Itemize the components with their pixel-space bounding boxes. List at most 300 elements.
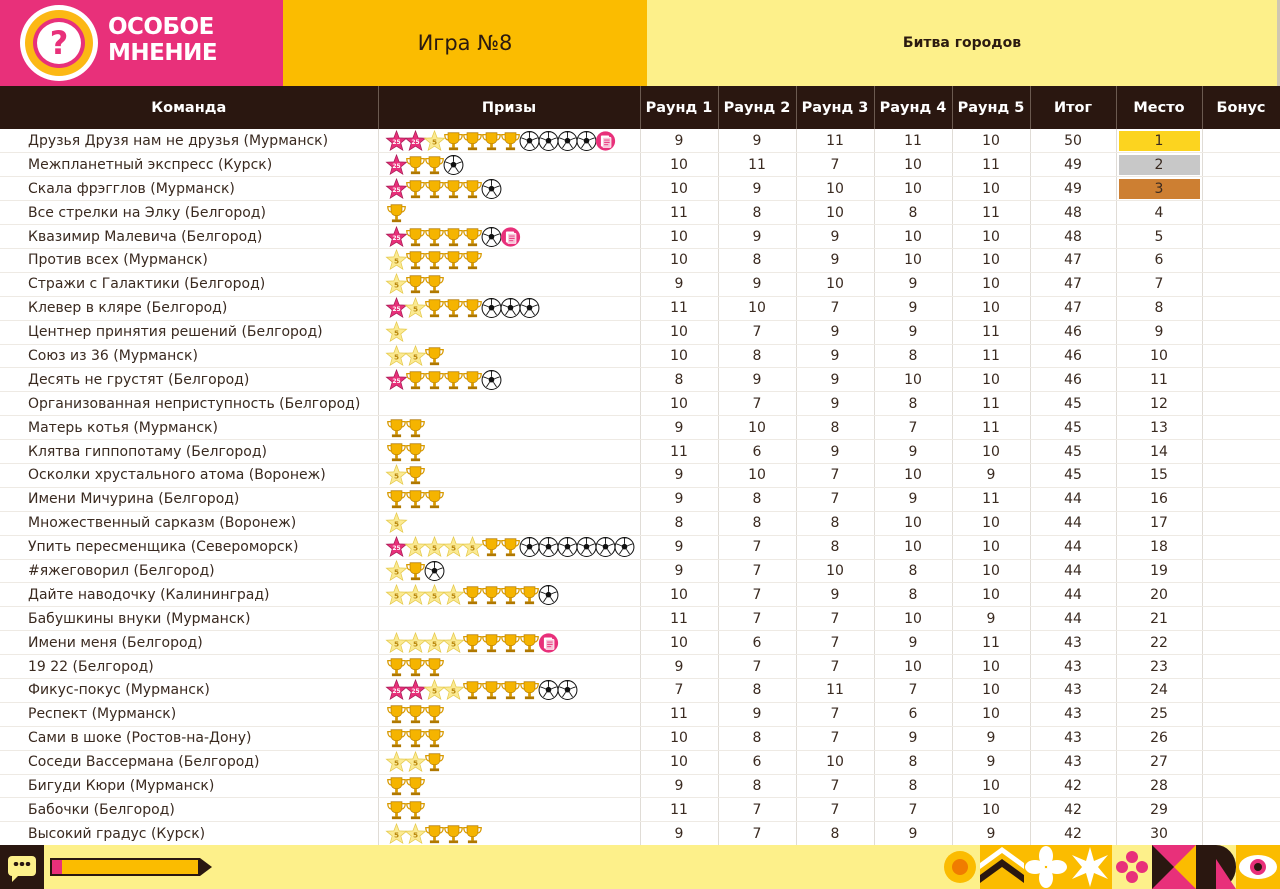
svg-text:25: 25	[391, 186, 401, 194]
total-score-cell: 44	[1030, 511, 1116, 535]
round-2-score-cell: 8	[718, 726, 796, 750]
bonus-cell	[1202, 344, 1280, 368]
gold-cup-icon	[423, 703, 446, 725]
col-header-round-5[interactable]: Раунд 5	[952, 86, 1030, 129]
bonus-cell	[1202, 655, 1280, 679]
round-1-score-cell: 11	[640, 607, 718, 631]
table-row[interactable]	[0, 440, 1280, 464]
team-name-cell: Дайте наводочку (Калининград)	[0, 583, 378, 607]
place-value: 8	[1154, 300, 1164, 317]
table-row[interactable]	[0, 153, 1280, 177]
round-1-score-cell: 9	[640, 272, 718, 296]
place-cell	[1116, 463, 1202, 487]
place-cell	[1116, 296, 1202, 320]
svg-text:25: 25	[391, 138, 401, 146]
round-2-score-cell: 8	[718, 774, 796, 798]
table-row[interactable]	[0, 296, 1280, 320]
gold-cup-icon	[423, 727, 446, 749]
soccer-ball-icon	[423, 560, 446, 582]
round-3-score-cell: 8	[796, 822, 874, 845]
svg-text:5: 5	[412, 352, 418, 362]
round-3-score-cell: 7	[796, 631, 874, 655]
team-name-cell: Против всех (Мурманск)	[0, 248, 378, 272]
col-header-prizes[interactable]: Призы	[378, 86, 640, 129]
table-row[interactable]	[0, 416, 1280, 440]
prizes-cell	[378, 177, 640, 201]
bonus-cell	[1202, 248, 1280, 272]
round-3-score-cell: 7	[796, 463, 874, 487]
bonus-cell	[1202, 129, 1280, 153]
round-2-score-cell: 7	[718, 535, 796, 559]
bonus-cell	[1202, 583, 1280, 607]
bonus-cell	[1202, 559, 1280, 583]
table-row[interactable]	[0, 368, 1280, 392]
total-score-cell: 48	[1030, 201, 1116, 225]
round-3-score-cell: 10	[796, 272, 874, 296]
table-row[interactable]	[0, 272, 1280, 296]
place-cell	[1116, 631, 1202, 655]
place-cell	[1116, 559, 1202, 583]
round-4-score-cell: 11	[874, 129, 952, 153]
team-name-cell: Сами в шоке (Ростов-на-Дону)	[0, 726, 378, 750]
round-3-score-cell: 8	[796, 416, 874, 440]
table-row[interactable]	[0, 487, 1280, 511]
place-cell	[1116, 201, 1202, 225]
team-name-cell: #яжеговорил (Белгород)	[0, 559, 378, 583]
place-value: 27	[1150, 754, 1168, 771]
round-2-score-cell: 9	[718, 368, 796, 392]
place-value: 14	[1150, 443, 1168, 460]
place-cell	[1116, 798, 1202, 822]
round-5-score-cell: 10	[952, 272, 1030, 296]
place-cell	[1116, 655, 1202, 679]
round-2-score-cell: 7	[718, 320, 796, 344]
team-name-cell: Фикус-покус (Мурманск)	[0, 678, 378, 702]
prizes-cell	[378, 272, 640, 296]
table-row[interactable]	[0, 129, 1280, 153]
table-row[interactable]	[0, 798, 1280, 822]
total-score-cell: 47	[1030, 272, 1116, 296]
total-score-cell: 47	[1030, 296, 1116, 320]
col-header-team[interactable]: Команда	[0, 86, 378, 129]
total-score-cell: 45	[1030, 392, 1116, 416]
battle-title: Битва городов	[647, 0, 1277, 86]
round-5-score-cell: 11	[952, 392, 1030, 416]
round-4-score-cell: 8	[874, 344, 952, 368]
svg-text:25: 25	[391, 377, 401, 385]
place-value: 5	[1154, 228, 1164, 245]
svg-text:5: 5	[393, 591, 399, 601]
round-5-score-cell: 10	[952, 774, 1030, 798]
round-1-score-cell: 11	[640, 296, 718, 320]
place-cell	[1116, 607, 1202, 631]
prizes-cell	[378, 129, 640, 153]
round-3-score-cell: 9	[796, 368, 874, 392]
place-cell	[1116, 320, 1202, 344]
total-score-cell: 42	[1030, 798, 1116, 822]
soccer-ball-icon	[518, 297, 541, 319]
table-row[interactable]	[0, 631, 1280, 655]
table-row[interactable]	[0, 583, 1280, 607]
total-score-cell: 46	[1030, 368, 1116, 392]
prizes-cell	[378, 631, 640, 655]
table-row[interactable]	[0, 392, 1280, 416]
col-header-round-4[interactable]: Раунд 4	[874, 86, 952, 129]
decorative-pattern	[940, 845, 1280, 889]
round-2-score-cell: 10	[718, 296, 796, 320]
svg-text:5: 5	[431, 591, 437, 601]
svg-text:5: 5	[393, 758, 399, 768]
round-1-score-cell: 10	[640, 320, 718, 344]
round-2-score-cell: 9	[718, 702, 796, 726]
place-cell	[1116, 368, 1202, 392]
round-1-score-cell: 10	[640, 750, 718, 774]
svg-text:25: 25	[410, 138, 420, 146]
round-4-score-cell: 10	[874, 535, 952, 559]
svg-text:25: 25	[391, 162, 401, 170]
col-header-total[interactable]: Итог	[1030, 86, 1116, 129]
prizes-cell	[378, 440, 640, 464]
bonus-cell	[1202, 320, 1280, 344]
svg-text:5: 5	[412, 758, 418, 768]
total-score-cell: 43	[1030, 750, 1116, 774]
logo-line-2: МНЕНИЕ	[108, 40, 218, 66]
place-cell	[1116, 750, 1202, 774]
svg-text:25: 25	[391, 306, 401, 314]
round-2-score-cell: 11	[718, 153, 796, 177]
bonus-cell	[1202, 272, 1280, 296]
round-3-score-cell: 8	[796, 511, 874, 535]
round-2-score-cell: 8	[718, 678, 796, 702]
place-value: 28	[1150, 777, 1168, 794]
prizes-cell	[378, 487, 640, 511]
round-4-score-cell: 10	[874, 153, 952, 177]
round-3-score-cell: 7	[796, 153, 874, 177]
round-1-score-cell: 10	[640, 392, 718, 416]
team-name-cell: Клятва гиппопотаму (Белгород)	[0, 440, 378, 464]
round-5-score-cell: 11	[952, 320, 1030, 344]
round-4-score-cell: 10	[874, 511, 952, 535]
round-5-score-cell: 9	[952, 822, 1030, 845]
bonus-cell	[1202, 726, 1280, 750]
col-header-round-2[interactable]: Раунд 2	[718, 86, 796, 129]
total-score-cell: 49	[1030, 153, 1116, 177]
bonus-cell	[1202, 153, 1280, 177]
svg-text:25: 25	[391, 234, 401, 242]
prizes-cell	[378, 726, 640, 750]
total-score-cell: 44	[1030, 559, 1116, 583]
svg-text:5: 5	[393, 257, 399, 267]
round-4-score-cell: 9	[874, 320, 952, 344]
svg-text:5: 5	[412, 830, 418, 840]
table-row[interactable]	[0, 655, 1280, 679]
yellow-star-5-icon	[385, 321, 408, 343]
svg-text:5: 5	[393, 830, 399, 840]
round-3-score-cell: 7	[796, 655, 874, 679]
place-value: 15	[1150, 467, 1168, 484]
logo[interactable]	[0, 0, 283, 86]
col-header-round-1[interactable]: Раунд 1	[640, 86, 718, 129]
round-4-score-cell: 8	[874, 774, 952, 798]
round-1-score-cell: 11	[640, 798, 718, 822]
place-cell	[1116, 702, 1202, 726]
team-name-cell: Десять не грустят (Белгород)	[0, 368, 378, 392]
prizes-cell	[378, 225, 640, 249]
svg-text:5: 5	[412, 639, 418, 649]
question-mark-logo-icon: ?	[20, 5, 98, 81]
bonus-cell	[1202, 631, 1280, 655]
team-name-cell: Бигуди Кюри (Мурманск)	[0, 774, 378, 798]
table-row[interactable]	[0, 535, 1280, 559]
place-cell	[1116, 344, 1202, 368]
col-header-place[interactable]: Место	[1116, 86, 1202, 129]
svg-text:5: 5	[393, 328, 399, 338]
round-2-score-cell: 6	[718, 750, 796, 774]
team-name-cell: Респект (Мурманск)	[0, 702, 378, 726]
round-5-score-cell: 11	[952, 153, 1030, 177]
table-row[interactable]	[0, 607, 1280, 631]
round-5-score-cell: 11	[952, 631, 1030, 655]
bonus-cell	[1202, 392, 1280, 416]
prizes-cell	[378, 296, 640, 320]
round-4-score-cell: 10	[874, 368, 952, 392]
round-2-score-cell: 7	[718, 559, 796, 583]
table-row[interactable]	[0, 511, 1280, 535]
svg-text:5: 5	[469, 543, 475, 553]
bonus-cell	[1202, 463, 1280, 487]
geometric-deco-icon	[1152, 845, 1196, 889]
prizes-cell	[378, 678, 640, 702]
place-cell	[1116, 225, 1202, 249]
round-1-score-cell: 7	[640, 678, 718, 702]
place-value: 19	[1150, 562, 1168, 579]
team-name-cell: Упить пересменщика (Североморск)	[0, 535, 378, 559]
chat-bubble-icon	[8, 856, 36, 876]
round-4-score-cell: 10	[874, 607, 952, 631]
table-row[interactable]	[0, 750, 1280, 774]
place-medal-badge: 2	[1119, 155, 1200, 175]
svg-text:5: 5	[412, 543, 418, 553]
round-1-score-cell: 9	[640, 822, 718, 845]
team-name-cell: Соседи Вассермана (Белгород)	[0, 750, 378, 774]
place-value: 6	[1154, 252, 1164, 269]
place-cell	[1116, 416, 1202, 440]
place-cell	[1116, 392, 1202, 416]
asterisk-deco-icon	[1112, 845, 1152, 889]
round-1-score-cell: 9	[640, 535, 718, 559]
col-header-round-3[interactable]: Раунд 3	[796, 86, 874, 129]
round-2-score-cell: 8	[718, 511, 796, 535]
round-1-score-cell: 10	[640, 344, 718, 368]
round-2-score-cell: 7	[718, 798, 796, 822]
place-cell	[1116, 678, 1202, 702]
place-value: 10	[1150, 347, 1168, 364]
total-score-cell: 44	[1030, 607, 1116, 631]
bonus-cell	[1202, 440, 1280, 464]
place-value: 9	[1154, 324, 1164, 341]
round-1-score-cell: 9	[640, 774, 718, 798]
round-2-score-cell: 8	[718, 487, 796, 511]
total-score-cell: 44	[1030, 535, 1116, 559]
round-2-score-cell: 9	[718, 177, 796, 201]
place-cell	[1116, 822, 1202, 845]
round-2-score-cell: 10	[718, 416, 796, 440]
total-score-cell: 43	[1030, 678, 1116, 702]
team-name-cell: Квазимир Малевича (Белгород)	[0, 225, 378, 249]
bonus-cell	[1202, 535, 1280, 559]
svg-text:25: 25	[391, 688, 401, 696]
total-score-cell: 47	[1030, 248, 1116, 272]
prizes-cell	[378, 201, 640, 225]
prizes-cell	[378, 320, 640, 344]
pink-certificate-icon	[499, 226, 522, 248]
round-2-score-cell: 7	[718, 392, 796, 416]
round-4-score-cell: 9	[874, 296, 952, 320]
bonus-cell	[1202, 177, 1280, 201]
table-row[interactable]	[0, 248, 1280, 272]
team-name-cell: Имени меня (Белгород)	[0, 631, 378, 655]
svg-text:5: 5	[450, 687, 456, 697]
round-3-score-cell: 7	[796, 774, 874, 798]
place-cell	[1116, 726, 1202, 750]
team-name-cell: 19 22 (Белгород)	[0, 655, 378, 679]
chevron-deco-icon	[980, 845, 1024, 889]
round-5-score-cell: 9	[952, 463, 1030, 487]
pink-certificate-icon	[537, 632, 560, 654]
place-medal-badge: 1	[1119, 131, 1200, 151]
team-name-cell: Высокий градус (Курск)	[0, 822, 378, 845]
place-value: 16	[1150, 491, 1168, 508]
place-value: 7	[1154, 276, 1164, 293]
total-score-cell: 45	[1030, 416, 1116, 440]
table-row[interactable]	[0, 201, 1280, 225]
svg-text:5: 5	[450, 639, 456, 649]
place-value: 21	[1150, 610, 1168, 627]
bonus-cell	[1202, 511, 1280, 535]
table-row[interactable]	[0, 822, 1280, 845]
round-5-score-cell: 10	[952, 225, 1030, 249]
top-bar	[0, 0, 1280, 86]
round-5-score-cell: 10	[952, 440, 1030, 464]
team-name-cell: Бабушкины внуки (Мурманск)	[0, 607, 378, 631]
table-row[interactable]	[0, 702, 1280, 726]
results-table-container[interactable]	[0, 86, 1280, 845]
gold-cup-icon	[404, 441, 427, 463]
round-1-score-cell: 9	[640, 463, 718, 487]
prizes-cell	[378, 535, 640, 559]
prizes-cell	[378, 368, 640, 392]
round-4-score-cell: 7	[874, 678, 952, 702]
soccer-ball-icon	[480, 178, 503, 200]
place-value: 25	[1150, 706, 1168, 723]
table-row[interactable]	[0, 559, 1280, 583]
table-row[interactable]	[0, 678, 1280, 702]
table-row[interactable]	[0, 774, 1280, 798]
round-4-score-cell: 10	[874, 248, 952, 272]
prizes-cell	[378, 392, 640, 416]
team-name-cell: Осколки хрустального атома (Воронеж)	[0, 463, 378, 487]
table-row[interactable]	[0, 320, 1280, 344]
total-score-cell: 44	[1030, 487, 1116, 511]
round-2-score-cell: 8	[718, 344, 796, 368]
prizes-cell	[378, 559, 640, 583]
round-1-score-cell: 10	[640, 631, 718, 655]
svg-text:5: 5	[393, 519, 399, 529]
svg-text:5: 5	[393, 567, 399, 577]
table-row[interactable]	[0, 726, 1280, 750]
round-2-score-cell: 7	[718, 583, 796, 607]
eye-deco-icon	[1236, 845, 1280, 889]
total-score-cell: 43	[1030, 655, 1116, 679]
round-5-score-cell: 10	[952, 583, 1030, 607]
bonus-cell	[1202, 296, 1280, 320]
bonus-cell	[1202, 225, 1280, 249]
svg-text:5: 5	[412, 591, 418, 601]
gold-cup-icon	[423, 273, 446, 295]
place-value: 12	[1150, 395, 1168, 412]
place-cell	[1116, 511, 1202, 535]
round-2-score-cell: 10	[718, 463, 796, 487]
round-3-score-cell: 7	[796, 296, 874, 320]
chat-button[interactable]	[0, 845, 44, 889]
gold-cup-icon	[423, 488, 446, 510]
total-score-cell: 43	[1030, 702, 1116, 726]
svg-text:5: 5	[431, 543, 437, 553]
round-1-score-cell: 10	[640, 225, 718, 249]
prizes-cell	[378, 822, 640, 845]
round-2-score-cell: 6	[718, 631, 796, 655]
round-4-score-cell: 10	[874, 655, 952, 679]
petal-deco-icon	[1024, 845, 1068, 889]
prizes-cell	[378, 416, 640, 440]
pink-certificate-icon	[594, 130, 617, 152]
soccer-ball-icon	[442, 154, 465, 176]
place-cell	[1116, 248, 1202, 272]
team-name-cell: Множественный сарказм (Воронеж)	[0, 511, 378, 535]
round-1-score-cell: 8	[640, 368, 718, 392]
bonus-cell	[1202, 201, 1280, 225]
round-1-score-cell: 9	[640, 487, 718, 511]
game-title: Игра №8	[283, 0, 647, 86]
round-5-score-cell: 10	[952, 559, 1030, 583]
round-4-score-cell: 10	[874, 225, 952, 249]
table-row[interactable]	[0, 177, 1280, 201]
round-5-score-cell: 10	[952, 535, 1030, 559]
table-row[interactable]	[0, 463, 1280, 487]
round-3-score-cell: 10	[796, 559, 874, 583]
prizes-cell	[378, 153, 640, 177]
table-row[interactable]	[0, 225, 1280, 249]
total-score-cell: 48	[1030, 225, 1116, 249]
team-name-cell: Организованная неприступность (Белгород)	[0, 392, 378, 416]
col-header-bonus[interactable]: Бонус	[1202, 86, 1280, 129]
gold-cup-icon	[404, 799, 427, 821]
total-score-cell: 43	[1030, 726, 1116, 750]
yellow-star-5-icon	[385, 512, 408, 534]
svg-text:5: 5	[412, 304, 418, 314]
table-body	[0, 129, 1280, 845]
team-name-cell: Бабочки (Белгород)	[0, 798, 378, 822]
round-5-score-cell: 9	[952, 607, 1030, 631]
gold-cup-icon	[461, 249, 484, 271]
team-name-cell: Союз из 36 (Мурманск)	[0, 344, 378, 368]
round-1-score-cell: 10	[640, 726, 718, 750]
round-4-score-cell: 8	[874, 392, 952, 416]
round-4-score-cell: 9	[874, 440, 952, 464]
table-row[interactable]	[0, 344, 1280, 368]
bottom-bar	[0, 845, 1280, 889]
round-4-score-cell: 9	[874, 726, 952, 750]
